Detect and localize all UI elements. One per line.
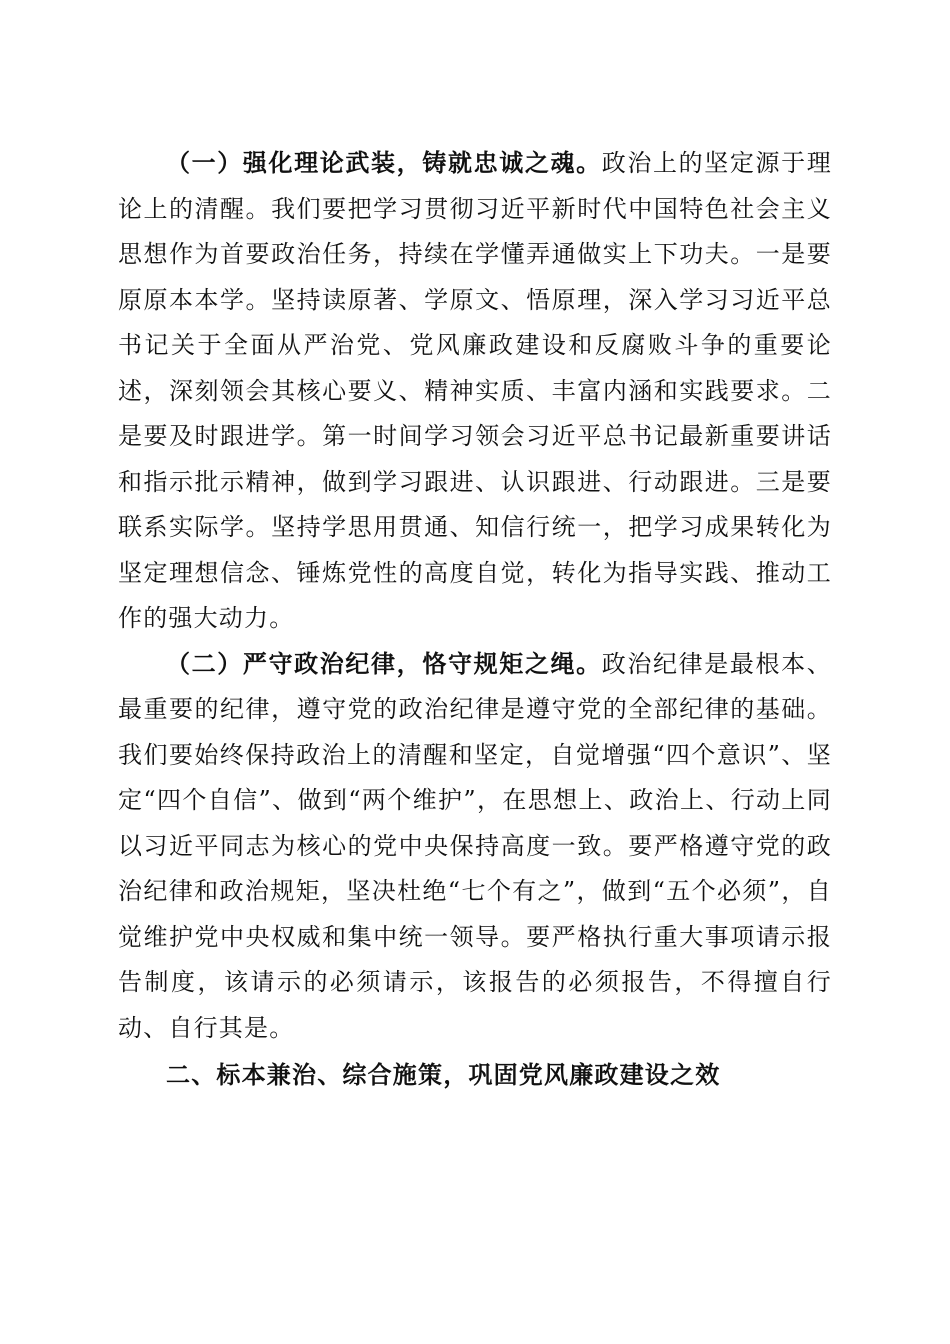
paragraph-lead: （二）严守政治纪律，恪守规矩之绳。 — [166, 649, 602, 678]
paragraph-text: 政治上的坚定源于理论上的清醒。我们要把学习贯彻习近平新时代中国特色社会主义思想作为首要政治任务，持续在学懂弄通做实上下功夫。一是要原原本本学。坚持读原著、学原文、悟原理，深入学习习近平总书记关于全面从严治党、党风廉政建设和反腐败斗争的重要论述，深刻领会其核心要义、精神实质、丰富内涵和实践要求。二是要及时跟进学。第一时间学习领会习近平总书记最新重要讲话和指示批示精神，做到学习跟进、认识跟进、行动跟进。三是要联系实际学。坚持学思用贯通、知信行统一，把学习成果转化为坚定理想信念、锤炼党性的高度自觉，转化为指导实践、推动工作的强大动力。 — [118, 149, 832, 632]
paragraph-theory — [118, 141, 832, 642]
section-heading: 二、标本兼治、综合施策，巩固党风廉政建设之效 — [166, 1061, 721, 1089]
paragraph-lead: （一）强化理论武装，铸就忠诚之魂。 — [166, 149, 602, 177]
paragraph-text: 政治纪律是最根本、最重要的纪律，遵守党的政治纪律是遵守党的全部纪律的基础。我们要始终保持政治上的清醒和坚定，自觉增强“四个意识”、坚定“四个自信”、做到“两个维护”，在思想上、政治上、行动上同以习近平同志为核心的党中央保持高度一致。要严格遵守党的政治纪律和政治规矩，坚决杜绝“七个有之”，做到“五个必须”，自觉维护党中央权威和集中统一领导。要严格执行重大事项请示报告制度，该请示的必须请示，该报告的必须报告，不得擅自行动、自行其是。 — [118, 649, 832, 1042]
document-body — [118, 141, 832, 1099]
paragraph-discipline — [118, 642, 832, 1052]
